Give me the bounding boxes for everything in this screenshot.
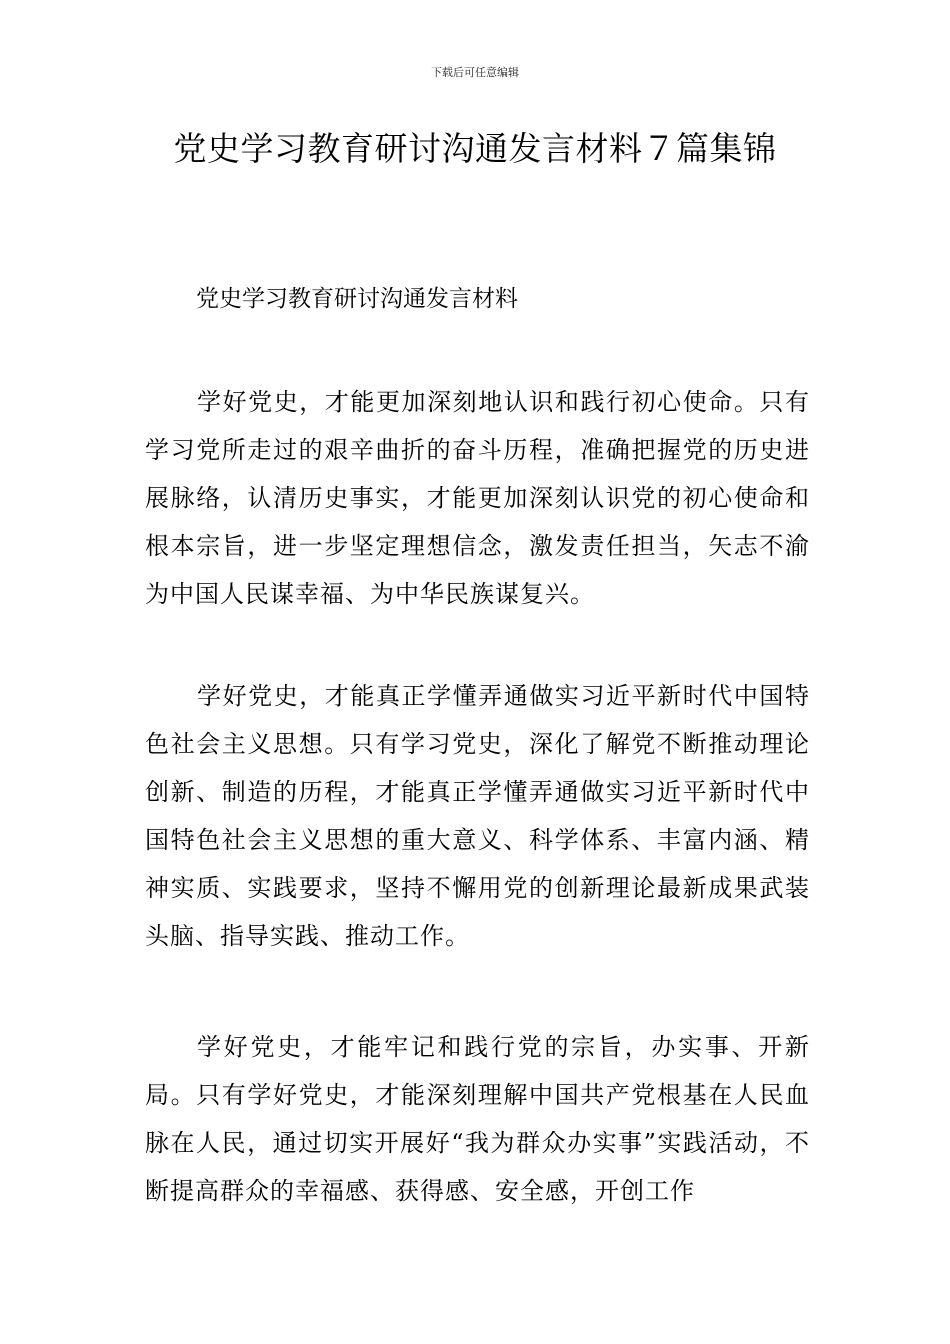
paragraph-1: 学好党史，才能更加深刻地认识和践行初心使命。只有学习党所走过的艰辛曲折的奋斗历程，准确把握党的历史进展脉络，认清历史事实，才能更加深刻认识党的初心使命和根本宗旨，进一步坚定理想信念，激发责任担当，矢志不渝为中国人民谋幸福、为中华民族谋复兴。 bbox=[145, 388, 810, 608]
header-note: 下载后可任意编辑 bbox=[431, 66, 519, 79]
document-title: 党史学习教育研讨沟通发言材料７篇集锦 bbox=[173, 129, 777, 168]
section-subtitle: 党史学习教育研讨沟通发言材料 bbox=[196, 286, 518, 312]
paragraph-2: 学好党史，才能真正学懂弄通做实习近平新时代中国特色社会主义思想。只有学习党史，深化了解党不断推动理论创新、制造的历程，才能真正学懂弄通做实习近平新时代中国特色社会主义思想的重大意义、科学体系、丰富内涵、精神实质、实践要求，坚持不懈用党的创新理论最新成果武装头脑、指导实践、推动工作。 bbox=[145, 682, 810, 950]
paragraph-3: 学好党史，才能牢记和践行党的宗旨，办实事、开新局。只有学好党史，才能深刻理解中国共产党根基在人民血脉在人民，通过切实开展好“我为群众办实事”实践活动，不断提高群众的幸福感、获得感、安全感，开创工作 bbox=[145, 1033, 810, 1205]
